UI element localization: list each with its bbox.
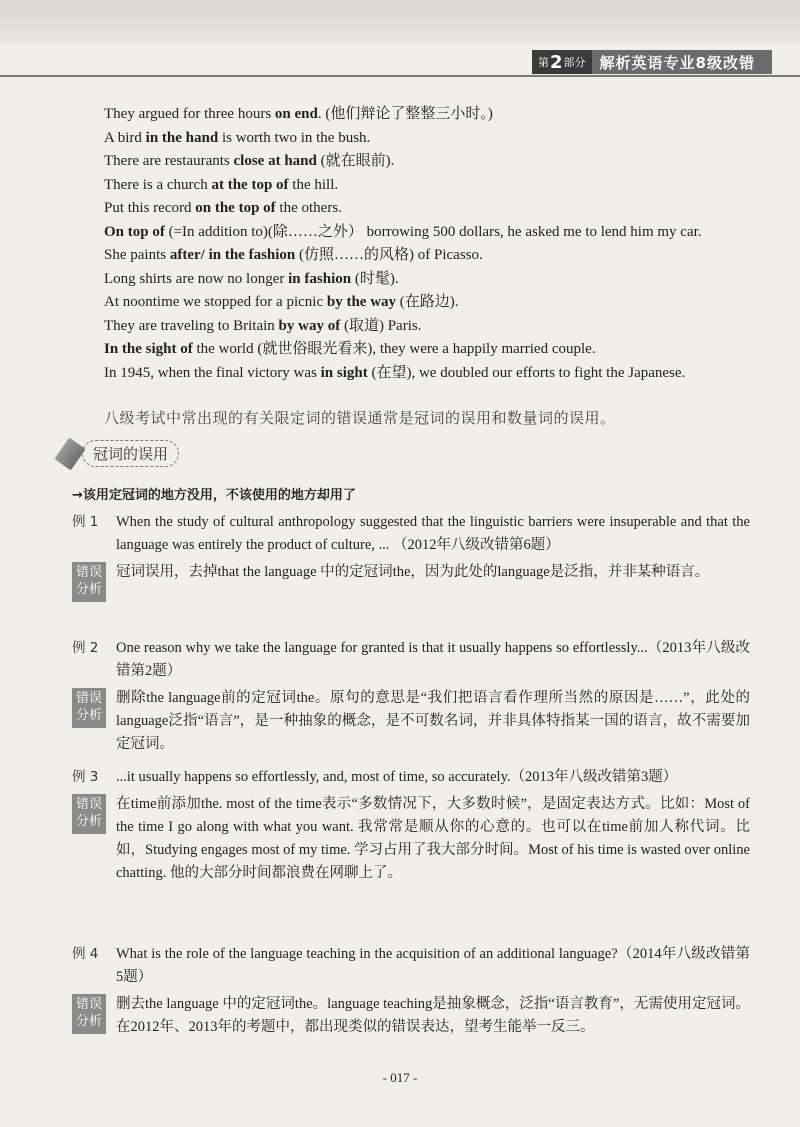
chapter-title: 解析英语专业8级改错	[599, 53, 755, 72]
example-block-3	[72, 766, 750, 885]
example-block-2	[72, 637, 750, 756]
example-sentence: In 1945, when the final victory was in sight (在望), we doubled our efforts to fight the Japanese.	[104, 364, 686, 381]
analysis-badge: 错误 分析	[72, 688, 106, 728]
example-text: What is the role of the language teaching in the acquisition of an additional language?（2014年八级改错第5题）	[116, 946, 750, 985]
analysis-text: 删去the language 中的定冠词the。language teaching是抽象概念，泛指“语言教育”，无需使用定冠词。在2012年、2013年的考题中，都出现类似的错误表达，望考生能举一反三。	[116, 996, 750, 1035]
pencil-icon	[54, 437, 85, 470]
analysis-badge: 错误 分析	[72, 994, 106, 1034]
subheading: →该用定冠词的地方没用，不该使用的地方却用了	[72, 488, 356, 503]
analysis-text: 删除the language前的定冠词the。原句的意思是“我们把语言看作理所当然的原因是……”，此处的language泛指“语言”，是一种抽象的概念，是不可数名词，并非具体特指某一国的语言，故不需要加定冠词。	[116, 690, 750, 752]
example-text: ...it usually happens so effortlessly, and, most of time, so accurately.（2013年八级改错第3题）	[116, 769, 678, 785]
example-sentence: At noontime we stopped for a picnic by the way (在路边).	[104, 294, 459, 310]
example-label: 例 3	[72, 769, 99, 785]
analysis-text: 冠词误用，去掉that the language 中的定冠词the，因为此处的language是泛指，并非某种语言。	[116, 564, 710, 580]
example-sentence: In the sight of the world (就世俗眼光看来), they were a happily married couple.	[104, 341, 596, 357]
example-sentence: A bird in the hand is worth two in the bush.	[104, 129, 371, 146]
part-suffix: 部分	[563, 56, 586, 69]
part-badge	[532, 50, 592, 74]
phrase-examples	[104, 103, 764, 385]
example-text: One reason why we take the language for granted is that it usually happens so effortlessly...（2013年八级改错第2题）	[116, 640, 750, 679]
example-label: 例 2	[72, 640, 99, 656]
section-intro: 八级考试中常出现的有关限定词的错误通常是冠词的误用和数量词的误用。	[104, 409, 616, 427]
example-sentence: There is a church at the top of the hill.	[104, 176, 339, 193]
example-sentence: Put this record on the top of the others.	[104, 200, 342, 216]
example-block-1	[72, 511, 750, 602]
analysis-badge: 错误 分析	[72, 562, 106, 602]
top-band	[0, 0, 800, 44]
page-number: - 017 -	[382, 1070, 418, 1085]
example-sentence: On top of (=In addition to)(除……之外） borrowing 500 dollars, he asked me to lend him my car.	[104, 223, 702, 240]
chapter-header	[532, 50, 772, 74]
analysis-text: 在time前添加the. most of the time表示“多数情况下，大多数时候”，是固定表达方式。比如：Most of the time I go along with what you want. 我常常是顺从你的心意的。也可以在time前加人称代词。比如，Studying engages most of my time. 学习占用了我大部分时间。Most of his time is wasted over online chatting. 他的大部分时间都浪费在网聊上了。	[116, 796, 750, 881]
example-sentence: Long shirts are now no longer in fashion (时髦).	[104, 270, 399, 287]
example-text: When the study of cultural anthropology suggested that the linguistic barriers were insuperable and that the language was entirely the product of culture, ... （2012年八级改错第6题）	[116, 514, 750, 553]
example-sentence: They argued for three hours on end. (他们辩论了整整三小时。)	[104, 106, 493, 122]
example-sentence: They are traveling to Britain by way of (取道) Paris.	[104, 317, 422, 334]
part-prefix: 第	[538, 56, 549, 69]
example-sentence: She paints after/ in the fashion (仿照……的风格) of Picasso.	[104, 247, 483, 263]
example-sentence: There are restaurants close at hand (就在眼前).	[104, 153, 395, 169]
analysis-badge: 错误 分析	[72, 794, 106, 834]
part-number: 2	[550, 51, 563, 73]
example-label: 例 1	[72, 514, 99, 530]
example-label: 例 4	[72, 946, 99, 962]
header-rule	[0, 75, 800, 77]
section-tag	[60, 440, 179, 467]
example-block-4	[72, 943, 750, 1039]
section-label: 冠词的误用	[82, 440, 179, 467]
